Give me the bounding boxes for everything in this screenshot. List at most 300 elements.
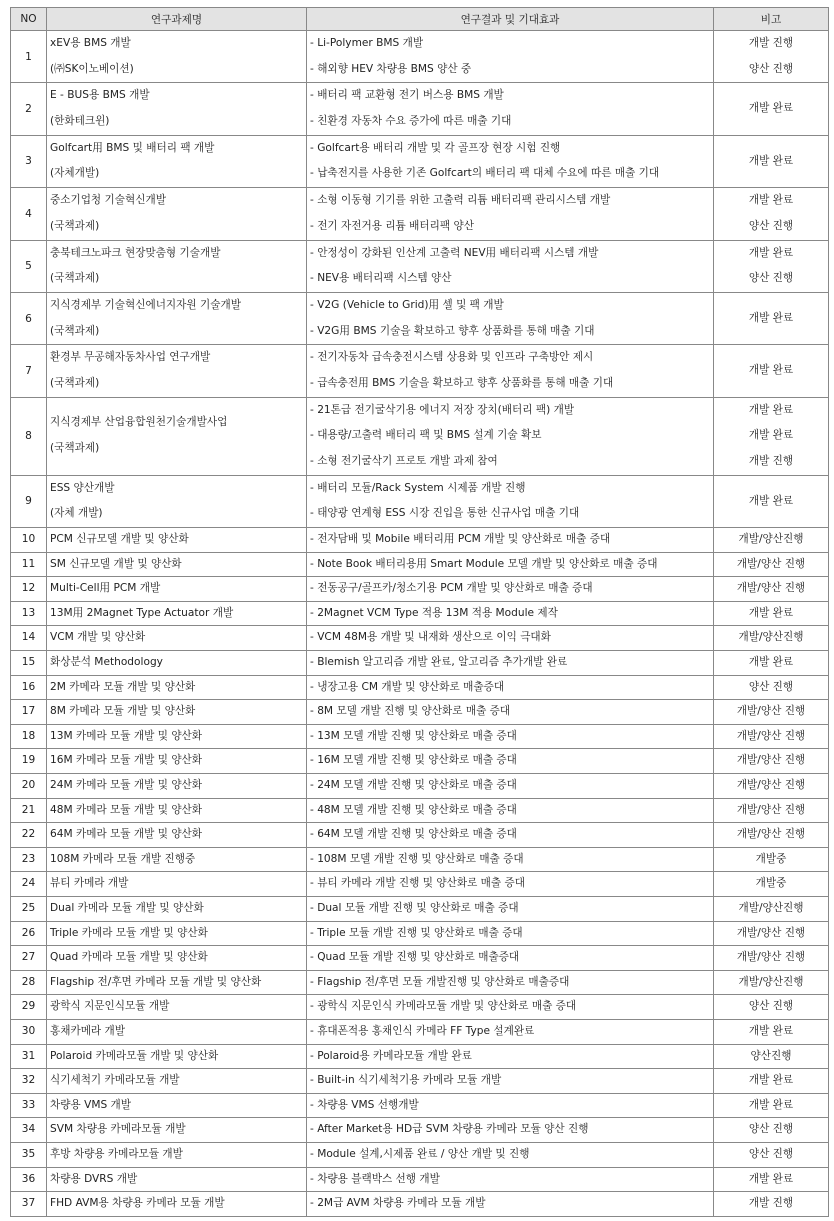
table-row: [11, 1142, 829, 1167]
row-number-cell: [11, 1118, 47, 1143]
result-cell: [307, 1142, 714, 1167]
project-name-cell-text: 후방 차량용 카메라모듈 개발: [50, 1147, 183, 1160]
note-cell-text: 양산진행: [750, 1049, 792, 1062]
note-cell-text: 개발/양산 진행: [736, 828, 806, 841]
note-cell-text: 개발/양산 진행: [736, 729, 806, 742]
result-line: - 전기자동차 급속충전시스템 상용화 및 인프라 구축방안 제시: [310, 351, 594, 364]
row-number-cell-text: 28: [21, 975, 36, 988]
row-number-cell: [11, 847, 47, 872]
project-name-line: (국책과제): [50, 442, 100, 455]
project-name-cell-text: Polaroid 카메라모듈 개발 및 양산화: [50, 1049, 219, 1062]
note-line: 개발 완료: [748, 311, 794, 324]
result-cell-text: - 뷰티 카메라 개발 진행 및 양산화로 매출 증대: [310, 877, 525, 890]
row-number-cell: [11, 921, 47, 946]
project-name-line: 지식경제부 산업융합원천기술개발사업: [50, 416, 228, 429]
table-row: [11, 397, 829, 475]
project-name-cell: [47, 552, 307, 577]
row-number-cell: 5: [11, 240, 47, 292]
result-cell-text: - 냉장고용 CM 개발 및 양산화로 매출증대: [310, 680, 505, 693]
project-name-cell: [47, 475, 307, 527]
project-name-cell: [47, 1019, 307, 1044]
project-name-cell: [47, 83, 307, 135]
project-name-cell: [47, 823, 307, 848]
result-cell-text: - 차량용 블랙박스 선행 개발: [310, 1172, 440, 1185]
note-cell-text: 개발 완료: [748, 656, 794, 669]
note-cell-text: 개발 완료: [748, 1172, 794, 1185]
project-name-cell: [47, 1044, 307, 1069]
project-name-line: Golfcart用 BMS 및 배터리 팩 개발: [50, 141, 215, 154]
result-line: - Li-Polymer BMS 개발: [310, 37, 424, 49]
table-row: [11, 240, 829, 292]
result-cell-text: - Built-in 식기세척기용 카메라 모듈 개발: [310, 1074, 502, 1087]
note-cell: [714, 798, 829, 823]
table-row: [11, 675, 829, 700]
project-name-cell-text: 차량용 VMS 개발: [50, 1098, 132, 1111]
result-line: - 배터리 모듈/Rack System 시제품 개발 진행: [310, 481, 526, 494]
note-cell-text: 개발/양산 진행: [736, 582, 806, 595]
project-name-cell-text: 뷰티 카메라 개발: [50, 877, 129, 890]
table-row: [11, 528, 829, 553]
result-cell-text: - Dual 모듈 개발 진행 및 양산화로 매출 증대: [310, 901, 519, 914]
table-row: [11, 601, 829, 626]
row-number-cell: [11, 823, 47, 848]
project-name-cell: [47, 798, 307, 823]
note-cell: [714, 823, 829, 848]
note-cell-text: 개발 완료: [748, 606, 794, 619]
project-name-cell: [47, 1069, 307, 1094]
note-cell-text: 개발/양산진행: [738, 901, 804, 914]
table-row: [11, 552, 829, 577]
note-line: 개발 완료: [748, 194, 794, 207]
note-cell: [714, 1192, 829, 1217]
note-line: 양산 진행: [748, 272, 794, 285]
row-number-cell: [11, 896, 47, 921]
result-line: - V2G用 BMS 기술을 확보하고 향후 상품화를 통해 매출 기대: [310, 324, 595, 337]
note-line: 양산 진행: [748, 62, 794, 75]
result-cell-text: - Triple 모듈 개발 진행 및 양산화로 매출 증대: [310, 926, 523, 939]
note-cell: [714, 135, 829, 187]
result-cell-text: - 64M 모델 개발 진행 및 양산화로 매출 증대: [310, 828, 517, 841]
note-line: 개발 완료: [748, 429, 794, 442]
row-number-cell: [11, 626, 47, 651]
project-name-cell: [47, 847, 307, 872]
note-cell: [714, 528, 829, 553]
project-name-cell-text: 2M 카메라 모듈 개발 및 양산화: [50, 680, 196, 693]
note-cell: [714, 397, 829, 475]
result-line: - 태양광 연계형 ESS 시장 진입을 통한 신규사업 매출 기대: [310, 507, 580, 520]
project-name-cell-text: 13M 카메라 모듈 개발 및 양산화: [50, 729, 203, 742]
note-cell-text: 개발/양산진행: [738, 631, 804, 644]
row-number-cell: 4: [11, 188, 47, 240]
row-number-cell-text: 35: [21, 1147, 36, 1160]
result-cell-text: - VCM 48M용 개발 및 내재화 생산으로 이익 극대화: [310, 631, 551, 644]
result-line: - 해외향 HEV 차량용 BMS 양산 중: [310, 62, 472, 75]
table-row: [11, 872, 829, 897]
note-cell-text: 개발/양산진행: [738, 533, 804, 546]
result-line: - 21톤급 전기굴삭기용 에너지 저장 장치(배터리 팩) 개발: [310, 403, 575, 416]
row-number-cell: 7: [11, 345, 47, 397]
result-line: - 납축전지를 사용한 기존 Golfcart의 배터리 팩 대체 수요에 따른 매출 기대: [310, 167, 660, 180]
table-row: [11, 135, 829, 187]
note-cell: [714, 1044, 829, 1069]
table-row: [11, 823, 829, 848]
project-name-line: (국책과제): [50, 219, 100, 232]
note-cell-text: 개발/양산 진행: [736, 951, 806, 964]
project-name-cell: [47, 397, 307, 475]
project-name-cell: [47, 31, 307, 83]
row-number-cell: [11, 995, 47, 1020]
result-cell: [307, 188, 714, 240]
row-number-cell-text: 31: [21, 1049, 36, 1062]
row-number-cell-text: 19: [21, 754, 36, 767]
note-cell-text: 개발중: [755, 877, 787, 890]
note-cell: [714, 577, 829, 602]
table-row: [11, 724, 829, 749]
table-row: [11, 188, 829, 240]
result-cell: [307, 528, 714, 553]
project-name-cell-text: 광학식 지문인식모듈 개발: [50, 1000, 170, 1013]
note-cell: [714, 774, 829, 799]
result-cell: [307, 724, 714, 749]
table-row: [11, 847, 829, 872]
note-cell: [714, 749, 829, 774]
result-cell: [307, 601, 714, 626]
table-row: [11, 700, 829, 725]
project-name-line: (자체개발): [50, 167, 100, 180]
project-name-cell: [47, 675, 307, 700]
project-name-line: (자체 개발): [50, 507, 103, 520]
row-number-cell: [11, 1069, 47, 1094]
result-line: - 전기 자전거용 리튬 배터리팩 양산: [310, 219, 474, 232]
rnd-results-table: [10, 7, 829, 1217]
table-row: [11, 292, 829, 344]
row-number-cell-text: 16: [21, 680, 36, 693]
project-name-line: xEV용 BMS 개발: [50, 37, 131, 49]
note-cell: [714, 946, 829, 971]
row-number-cell-text: 21: [21, 803, 36, 816]
project-name-cell: [47, 1192, 307, 1217]
row-number-cell: 1: [11, 31, 47, 83]
project-name-cell: [47, 651, 307, 676]
row-number-cell-text: 23: [21, 852, 36, 865]
result-cell: [307, 626, 714, 651]
note-cell-text: 양산 진행: [748, 1123, 794, 1136]
result-cell-text: - 전자담배 및 Mobile 배터리用 PCM 개발 및 양산화로 매출 증대: [310, 533, 611, 546]
result-cell: [307, 749, 714, 774]
note-cell: [714, 475, 829, 527]
row-number-cell: [11, 1142, 47, 1167]
result-cell-text: - 48M 모델 개발 진행 및 양산화로 매출 증대: [310, 803, 517, 816]
project-name-line: 충북테크노파크 현장맞춤형 기술개발: [50, 246, 221, 259]
table-row: [11, 626, 829, 651]
row-number-cell: [11, 552, 47, 577]
result-line: - 소형 이동형 기기를 위한 고출력 리튬 배터리팩 관리시스템 개발: [310, 194, 611, 207]
project-name-cell: [47, 896, 307, 921]
project-name-cell: [47, 700, 307, 725]
result-cell: [307, 1093, 714, 1118]
project-name-cell: [47, 345, 307, 397]
row-number-cell-text: 24: [21, 877, 36, 890]
result-cell: [307, 651, 714, 676]
table-row: [11, 1069, 829, 1094]
note-cell: [714, 240, 829, 292]
result-cell-text: - 16M 모델 개발 진행 및 양산화로 매출 증대: [310, 754, 517, 767]
result-cell-text: - 전동공구/골프카/청소기용 PCM 개발 및 양산화로 매출 증대: [310, 582, 593, 595]
result-cell-text: - 108M 모델 개발 진행 및 양산화로 매출 증대: [310, 852, 524, 865]
result-line: - 소형 전기굴삭기 프로토 개발 과제 참여: [310, 455, 498, 467]
result-cell: [307, 823, 714, 848]
row-number-cell: [11, 872, 47, 897]
project-name-cell-text: 48M 카메라 모듈 개발 및 양산화: [50, 803, 203, 816]
result-cell: [307, 872, 714, 897]
project-name-cell: [47, 626, 307, 651]
result-cell: [307, 1167, 714, 1192]
table-row: [11, 896, 829, 921]
note-cell: [714, 1069, 829, 1094]
header-row: [11, 8, 829, 31]
row-number-cell: 8: [11, 397, 47, 475]
row-number-cell: [11, 675, 47, 700]
project-name-cell: [47, 946, 307, 971]
row-number-cell: 9: [11, 475, 47, 527]
result-cell: [307, 1044, 714, 1069]
note-cell: [714, 188, 829, 240]
project-name-cell: [47, 724, 307, 749]
result-cell-text: - 2M급 AVM 차량용 카메라 모듈 개발: [310, 1197, 486, 1210]
result-cell: [307, 240, 714, 292]
project-name-line: (㈜SK이노베이션): [50, 62, 134, 75]
note-cell: [714, 700, 829, 725]
result-cell-text: - 광학식 지문인식 카메라모듈 개발 및 양산화로 매출 증대: [310, 1000, 577, 1013]
project-name-cell-text: 24M 카메라 모듈 개발 및 양산화: [50, 779, 203, 791]
project-name-cell: [47, 749, 307, 774]
note-cell: [714, 1167, 829, 1192]
project-name-cell-text: SVM 차량용 카메라모듈 개발: [50, 1123, 186, 1136]
project-name-line: E - BUS용 BMS 개발: [50, 89, 150, 102]
project-name-cell-text: Quad 카메라 모듈 개발 및 양산화: [50, 951, 208, 964]
result-cell: [307, 798, 714, 823]
result-cell-text: - Blemish 알고리즘 개발 완료, 알고리즘 추가개발 완료: [310, 656, 568, 669]
result-cell: [307, 896, 714, 921]
row-number-cell-text: 33: [21, 1098, 36, 1111]
table-row: [11, 946, 829, 971]
note-cell: [714, 1118, 829, 1143]
row-number-cell-text: 18: [21, 729, 36, 742]
table-row: [11, 1093, 829, 1118]
note-cell-text: 개발/양산 진행: [736, 557, 806, 570]
result-cell: [307, 31, 714, 83]
result-line: - 대용량/고출력 배터리 팩 및 BMS 설계 기술 확보: [310, 429, 542, 442]
row-number-cell: [11, 1019, 47, 1044]
note-line: 개발 완료: [748, 403, 794, 416]
project-name-cell-text: 화상분석 Methodology: [50, 656, 163, 669]
note-cell: [714, 1142, 829, 1167]
result-cell: [307, 675, 714, 700]
row-number-cell-text: 36: [21, 1172, 36, 1185]
row-number-cell: [11, 774, 47, 799]
row-number-cell: [11, 1167, 47, 1192]
table-row: [11, 577, 829, 602]
row-number-cell-text: 27: [21, 951, 36, 964]
result-cell: [307, 135, 714, 187]
row-number-cell-text: 29: [21, 1000, 36, 1013]
result-cell: [307, 1019, 714, 1044]
rnd-results-table-container: [10, 7, 828, 1217]
table-body: [11, 31, 829, 1217]
note-line: 개발 완료: [748, 102, 794, 115]
row-number-cell: [11, 1093, 47, 1118]
note-cell-text: 양산 진행: [748, 680, 794, 693]
row-number-cell: [11, 601, 47, 626]
project-name-cell-text: Triple 카메라 모듈 개발 및 양산화: [50, 926, 208, 939]
row-number-cell: [11, 577, 47, 602]
row-number-cell-text: 20: [21, 779, 36, 791]
project-name-cell: [47, 292, 307, 344]
note-cell: [714, 601, 829, 626]
project-name-cell: [47, 872, 307, 897]
project-name-cell-text: Dual 카메라 모듈 개발 및 양산화: [50, 901, 204, 914]
note-line: 개발 진행: [748, 455, 794, 467]
project-name-cell-text: Multi-Cell用 PCM 개발: [50, 582, 161, 595]
project-name-cell: [47, 1118, 307, 1143]
project-name-cell-text: 16M 카메라 모듈 개발 및 양산화: [50, 754, 203, 767]
project-name-cell-text: PCM 신규모델 개발 및 양산화: [50, 533, 189, 546]
project-name-cell: [47, 1142, 307, 1167]
project-name-cell: [47, 577, 307, 602]
result-cell: [307, 1118, 714, 1143]
result-cell: [307, 970, 714, 995]
project-name-cell: [47, 774, 307, 799]
row-number-cell-text: 34: [21, 1123, 36, 1136]
project-name-cell: [47, 970, 307, 995]
note-cell: [714, 921, 829, 946]
row-number-cell: [11, 651, 47, 676]
note-cell: [714, 626, 829, 651]
table-row: [11, 1167, 829, 1192]
note-line: 개발 완료: [748, 154, 794, 167]
header-project: 연구과제명: [47, 8, 307, 31]
result-line: - 급속충전用 BMS 기술을 확보하고 향후 상품화를 통해 매출 기대: [310, 376, 614, 389]
note-cell: [714, 31, 829, 83]
project-name-cell-text: FHD AVM용 차량용 카메라 모듈 개발: [50, 1197, 225, 1210]
row-number-cell: 3: [11, 135, 47, 187]
note-cell-text: 개발/양산 진행: [736, 705, 806, 718]
row-number-cell: [11, 1192, 47, 1217]
row-number-cell-text: 32: [21, 1074, 36, 1087]
table-row: [11, 970, 829, 995]
result-line: - 친환경 자동차 수요 증가에 따른 매출 기대: [310, 115, 512, 128]
result-cell-text: - 휴대폰적용 홍채인식 카메라 FF Type 설계완료: [310, 1024, 535, 1037]
note-cell: [714, 1019, 829, 1044]
table-row: [11, 774, 829, 799]
result-cell-text: - After Market용 HD급 SVM 차량용 카메라 모듈 양산 진행: [310, 1123, 589, 1136]
result-cell: [307, 397, 714, 475]
result-line: - 안정성이 강화된 인산계 고출력 NEV用 배터리팩 시스템 개발: [310, 246, 599, 259]
result-cell: [307, 847, 714, 872]
table-row: [11, 921, 829, 946]
table-row: [11, 1118, 829, 1143]
row-number-cell-text: 22: [21, 828, 36, 841]
row-number-cell-text: 12: [21, 582, 36, 595]
result-cell: [307, 921, 714, 946]
project-name-cell: [47, 1093, 307, 1118]
note-cell: [714, 970, 829, 995]
project-name-line: (한화테크윈): [50, 115, 110, 128]
note-cell-text: 개발 진행: [748, 1197, 794, 1210]
row-number-cell-text: 10: [21, 533, 36, 546]
result-cell-text: - 24M 모델 개발 진행 및 양산화로 매출 증대: [310, 779, 517, 791]
table-row: [11, 1192, 829, 1217]
note-cell-text: 개발/양산 진행: [736, 754, 806, 767]
note-line: 개발 완료: [748, 364, 794, 377]
project-name-cell-text: 108M 카메라 모듈 개발 진행중: [50, 852, 196, 865]
row-number-cell: [11, 700, 47, 725]
header-result: 연구결과 및 기대효과: [307, 8, 714, 31]
table-row: [11, 995, 829, 1020]
result-cell: [307, 946, 714, 971]
result-cell: [307, 345, 714, 397]
note-cell-text: 양산 진행: [748, 1147, 794, 1160]
result-cell-text: - 차량용 VMS 선행개발: [310, 1098, 419, 1111]
note-cell: [714, 872, 829, 897]
project-name-cell-text: Flagship 전/후면 카메라 모듈 개발 및 양산화: [50, 975, 262, 988]
row-number-cell-text: 30: [21, 1024, 36, 1037]
project-name-cell: [47, 1167, 307, 1192]
project-name-cell: [47, 528, 307, 553]
row-number-cell: [11, 528, 47, 553]
table-row: [11, 475, 829, 527]
row-number-cell-text: 15: [21, 656, 36, 669]
note-cell: [714, 724, 829, 749]
project-name-cell: [47, 135, 307, 187]
note-cell-text: 개발/양산 진행: [736, 803, 806, 816]
row-number-cell: 6: [11, 292, 47, 344]
project-name-line: 중소기업청 기술혁신개발: [50, 194, 166, 207]
note-cell: [714, 292, 829, 344]
result-cell-text: - Quad 모듈 개발 진행 및 양산화로 매출증대: [310, 951, 520, 964]
note-cell-text: 개발/양산 진행: [736, 779, 806, 791]
result-cell: [307, 83, 714, 135]
row-number-cell-text: 11: [21, 557, 36, 570]
project-name-line: (국책과제): [50, 272, 100, 285]
result-cell-text: - 2Magnet VCM Type 적용 13M 적용 Module 제작: [310, 606, 558, 619]
project-name-cell: [47, 240, 307, 292]
note-cell: [714, 345, 829, 397]
project-name-cell-text: 차량용 DVRS 개발: [50, 1172, 138, 1185]
project-name-cell: [47, 921, 307, 946]
result-cell-text: - Flagship 전/후면 모듈 개발진행 및 양산화로 매출증대: [310, 975, 570, 988]
table-row: [11, 31, 829, 83]
project-name-cell-text: 64M 카메라 모듈 개발 및 양산화: [50, 828, 203, 841]
project-name-cell: [47, 995, 307, 1020]
result-cell-text: - 13M 모델 개발 진행 및 양산화로 매출 증대: [310, 729, 517, 742]
note-line: 개발 완료: [748, 246, 794, 259]
table-row: [11, 651, 829, 676]
project-name-line: 지식경제부 기술혁신에너지자원 기술개발: [50, 298, 241, 311]
row-number-cell-text: 13: [21, 606, 36, 619]
result-cell-text: - 8M 모델 개발 진행 및 양산화로 매출 증대: [310, 705, 511, 718]
table-row: [11, 1019, 829, 1044]
row-number-cell: [11, 1044, 47, 1069]
project-name-cell-text: 8M 카메라 모듈 개발 및 양산화: [50, 705, 196, 718]
project-name-line: ESS 양산개발: [50, 481, 115, 494]
note-cell-text: 개발 완료: [748, 1098, 794, 1111]
note-cell: [714, 896, 829, 921]
result-cell: [307, 577, 714, 602]
note-cell: [714, 552, 829, 577]
project-name-line: (국책과제): [50, 376, 100, 389]
row-number-cell-text: 17: [21, 705, 36, 718]
